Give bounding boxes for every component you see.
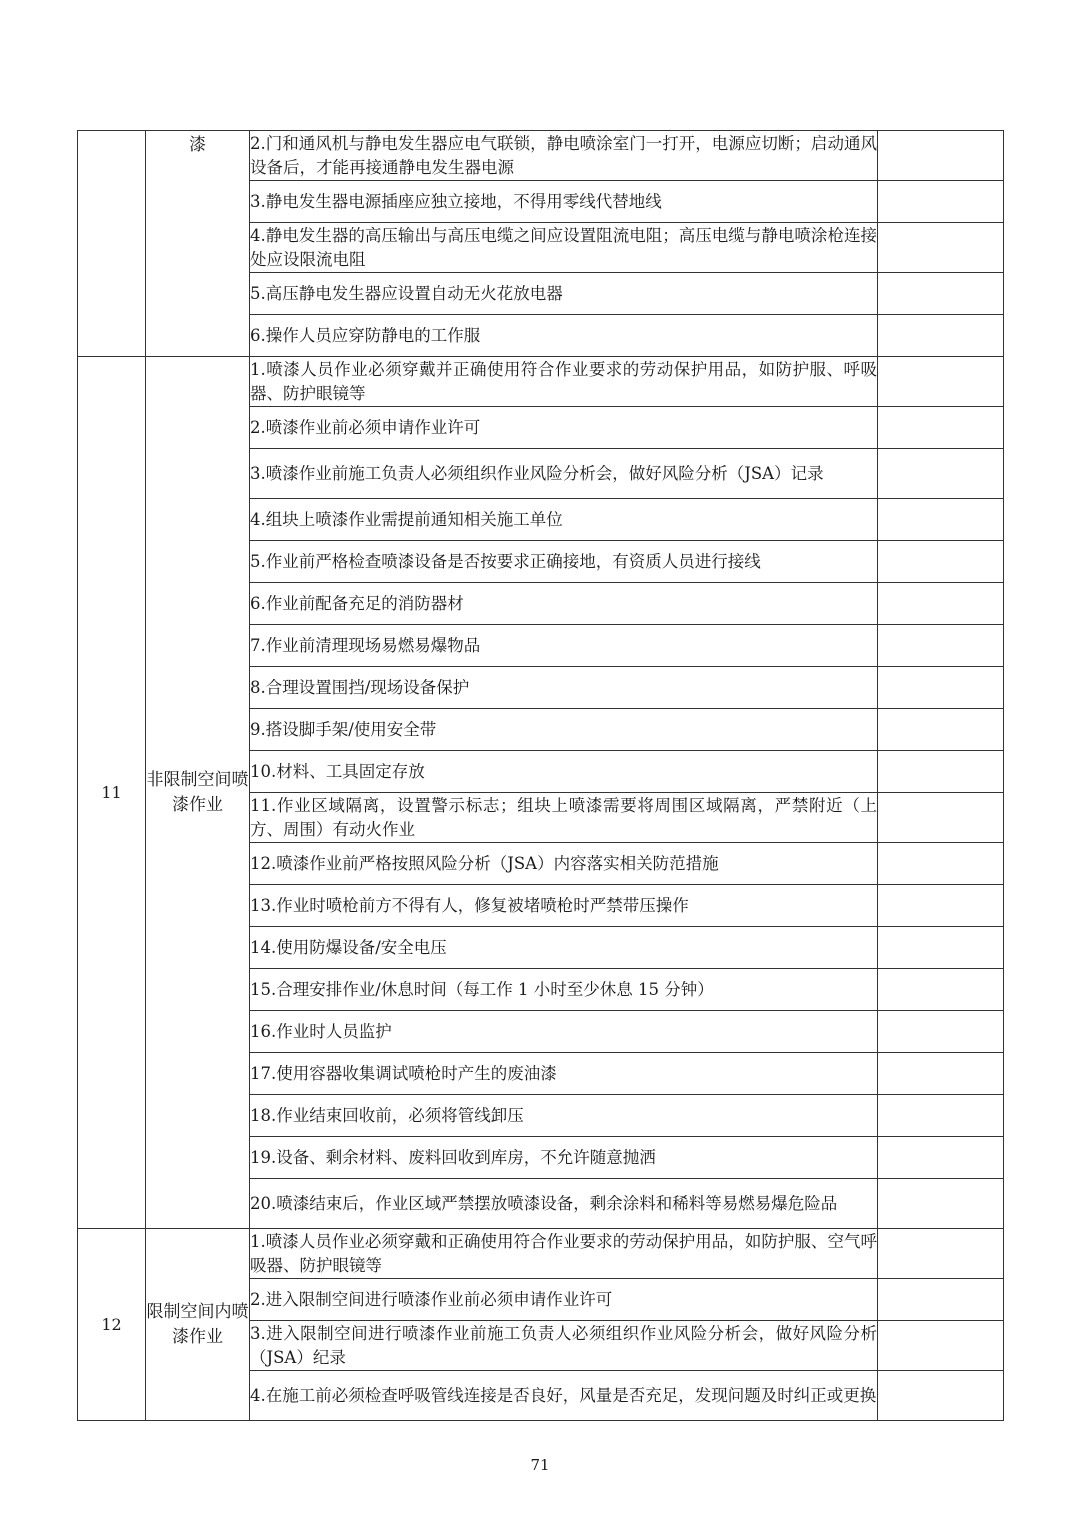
- check-cell: [878, 1371, 1004, 1421]
- check-cell: [878, 1229, 1004, 1279]
- checklist-item: 3.静电发生器电源插座应独立接地，不得用零线代替地线: [250, 181, 878, 223]
- row-number-cell: 12: [78, 1229, 146, 1421]
- checklist-item: 16.作业时人员监护: [250, 1011, 878, 1053]
- check-cell: [878, 1137, 1004, 1179]
- check-cell: [878, 1179, 1004, 1229]
- checklist-item: 5.高压静电发生器应设置自动无火花放电器: [250, 273, 878, 315]
- checklist-item: 13.作业时喷枪前方不得有人，修复被堵喷枪时严禁带压操作: [250, 885, 878, 927]
- checklist-item: 15.合理安排作业/休息时间（每工作 1 小时至少休息 15 分钟）: [250, 969, 878, 1011]
- check-cell: [878, 449, 1004, 499]
- row-number-cell: [78, 131, 146, 357]
- checklist-item: 17.使用容器收集调试喷枪时产生的废油漆: [250, 1053, 878, 1095]
- table-row: [78, 131, 1004, 181]
- check-cell: [878, 181, 1004, 223]
- check-cell: [878, 1321, 1004, 1371]
- check-cell: [878, 667, 1004, 709]
- check-cell: [878, 625, 1004, 667]
- check-cell: [878, 843, 1004, 885]
- check-cell: [878, 885, 1004, 927]
- checklist-item: 4.在施工前必须检查呼吸管线连接是否良好，风量是否充足，发现问题及时纠正或更换: [250, 1371, 878, 1421]
- check-cell: [878, 499, 1004, 541]
- category-cell: 漆: [146, 131, 250, 357]
- checklist-item: 20.喷漆结束后，作业区域严禁摆放喷漆设备，剩余涂料和稀料等易燃易爆危险品: [250, 1179, 878, 1229]
- checklist-item: 2.喷漆作业前必须申请作业许可: [250, 407, 878, 449]
- checklist-item: 2.门和通风机与静电发生器应电气联锁，静电喷涂室门一打开，电源应切断；启动通风设备后，才能再接通静电发生器电源: [250, 131, 878, 181]
- checklist-item: 6.作业前配备充足的消防器材: [250, 583, 878, 625]
- checklist-item: 10.材料、工具固定存放: [250, 751, 878, 793]
- category-cell: 非限制空间喷漆作业: [146, 357, 250, 1229]
- checklist-item: 1.喷漆人员作业必须穿戴和正确使用符合作业要求的劳动保护用品，如防护服、空气呼吸器、防护眼镜等: [250, 1229, 878, 1279]
- check-cell: [878, 1279, 1004, 1321]
- table-row: [78, 357, 1004, 407]
- checklist-item: 7.作业前清理现场易燃易爆物品: [250, 625, 878, 667]
- check-cell: [878, 1011, 1004, 1053]
- checklist-item: 19.设备、剩余材料、废料回收到库房，不允许随意抛洒: [250, 1137, 878, 1179]
- checklist-item: 6.操作人员应穿防静电的工作服: [250, 315, 878, 357]
- check-cell: [878, 315, 1004, 357]
- check-cell: [878, 357, 1004, 407]
- checklist-item: 1.喷漆人员作业必须穿戴并正确使用符合作业要求的劳动保护用品，如防护服、呼吸器、防护眼镜等: [250, 357, 878, 407]
- check-cell: [878, 541, 1004, 583]
- safety-checklist-table: [77, 130, 1004, 1421]
- row-number-cell: 11: [78, 357, 146, 1229]
- check-cell: [878, 927, 1004, 969]
- checklist-item: 3.进入限制空间进行喷漆作业前施工负责人必须组织作业风险分析会，做好风险分析（JSA）纪录: [250, 1321, 878, 1371]
- check-cell: [878, 709, 1004, 751]
- check-cell: [878, 1095, 1004, 1137]
- checklist-item: 4.组块上喷漆作业需提前通知相关施工单位: [250, 499, 878, 541]
- checklist-item: 5.作业前严格检查喷漆设备是否按要求正确接地，有资质人员进行接线: [250, 541, 878, 583]
- checklist-item: 9.搭设脚手架/使用安全带: [250, 709, 878, 751]
- checklist-item: 8.合理设置围挡/现场设备保护: [250, 667, 878, 709]
- checklist-item: 3.喷漆作业前施工负责人必须组织作业风险分析会，做好风险分析（JSA）记录: [250, 449, 878, 499]
- check-cell: [878, 223, 1004, 273]
- check-cell: [878, 1053, 1004, 1095]
- check-cell: [878, 793, 1004, 843]
- check-cell: [878, 583, 1004, 625]
- check-cell: [878, 969, 1004, 1011]
- check-cell: [878, 131, 1004, 181]
- checklist-item: 2.进入限制空间进行喷漆作业前必须申请作业许可: [250, 1279, 878, 1321]
- category-cell: 限制空间内喷漆作业: [146, 1229, 250, 1421]
- check-cell: [878, 273, 1004, 315]
- checklist-item: 18.作业结束回收前，必须将管线卸压: [250, 1095, 878, 1137]
- check-cell: [878, 751, 1004, 793]
- page-number: 71: [530, 1456, 550, 1474]
- checklist-item: 12.喷漆作业前严格按照风险分析（JSA）内容落实相关防范措施: [250, 843, 878, 885]
- checklist-item: 14.使用防爆设备/安全电压: [250, 927, 878, 969]
- checklist-item: 11.作业区域隔离，设置警示标志；组块上喷漆需要将周围区域隔离，严禁附近（上方、周围）有动火作业: [250, 793, 878, 843]
- check-cell: [878, 407, 1004, 449]
- checklist-item: 4.静电发生器的高压输出与高压电缆之间应设置阻流电阻；高压电缆与静电喷涂枪连接处应设限流电阻: [250, 223, 878, 273]
- table-row: [78, 1229, 1004, 1279]
